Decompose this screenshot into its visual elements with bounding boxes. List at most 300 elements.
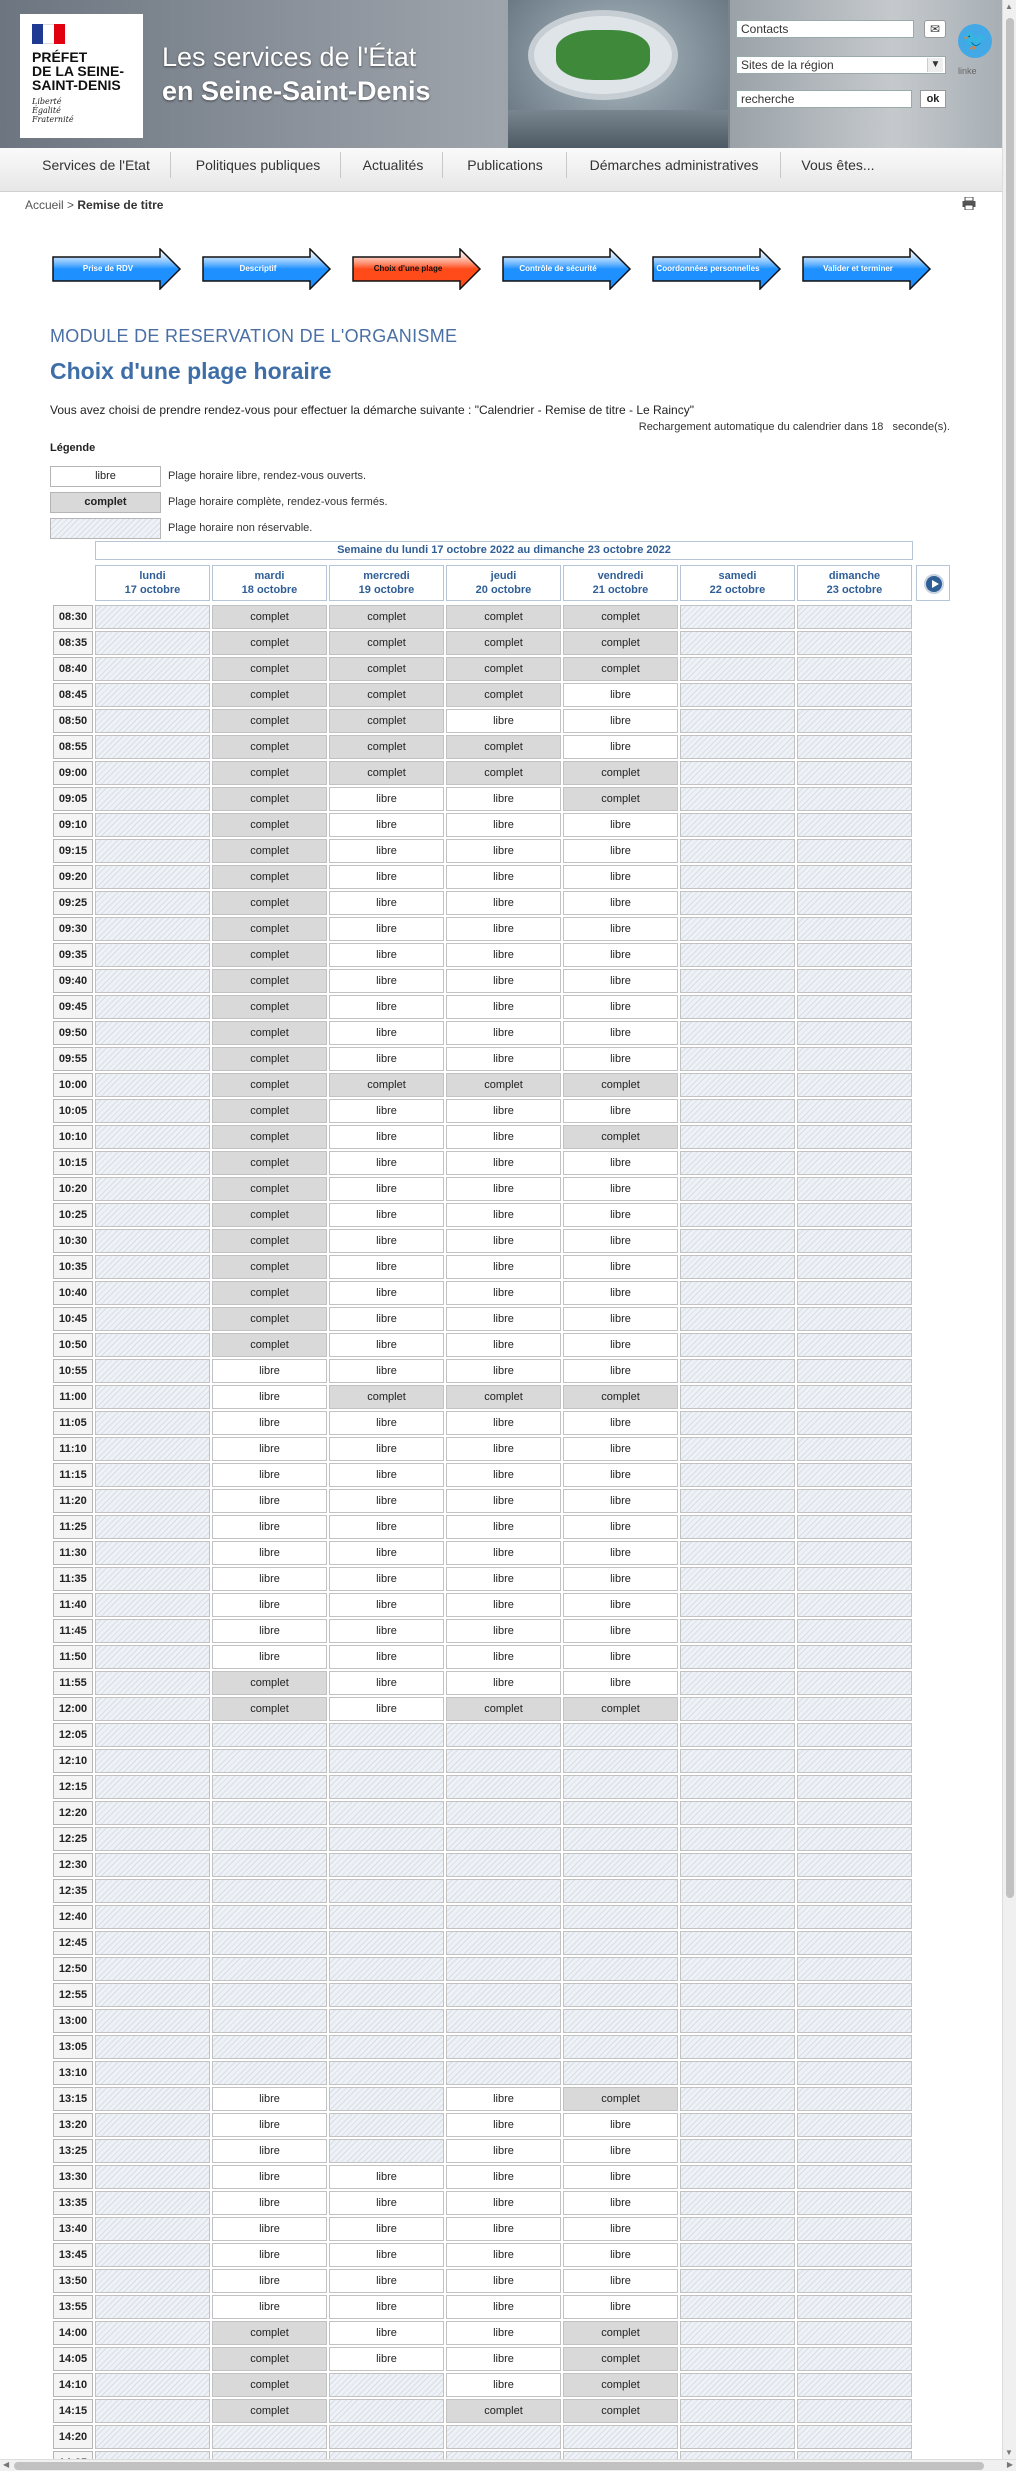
slot-libre[interactable]: libre: [563, 1177, 678, 1201]
slot-libre[interactable]: libre: [446, 1177, 561, 1201]
timeslot-row: [53, 1930, 913, 1956]
slot-libre[interactable]: libre: [446, 2295, 561, 2319]
slot-unavailable: [95, 2243, 210, 2267]
next-week-button[interactable]: [916, 565, 950, 601]
slot-unavailable: [212, 1775, 327, 1799]
slot-unavailable: [95, 891, 210, 915]
timeslot-row: [53, 1280, 913, 1306]
slot-libre[interactable]: libre: [563, 1645, 678, 1669]
slot-unavailable: [797, 1099, 912, 1123]
slot-libre[interactable]: libre: [446, 1281, 561, 1305]
nav-item-demarches[interactable]: Démarches administratives: [589, 157, 759, 173]
slot-libre[interactable]: libre: [446, 1541, 561, 1565]
slot-unavailable: [680, 813, 795, 837]
time-label: 12:20: [53, 1801, 93, 1825]
slot-libre[interactable]: libre: [446, 1021, 561, 1045]
slot-unavailable: [95, 2061, 210, 2085]
slot-unavailable: [329, 2399, 444, 2423]
timeslot-row: [53, 630, 913, 656]
slot-complet: complet: [446, 1385, 561, 1409]
slot-complet: complet: [212, 1671, 327, 1695]
slot-libre[interactable]: libre: [446, 1125, 561, 1149]
slot-libre[interactable]: libre: [329, 1177, 444, 1201]
time-label: 08:50: [53, 709, 93, 733]
slot-libre[interactable]: libre: [329, 1281, 444, 1305]
slot-libre[interactable]: libre: [563, 1333, 678, 1357]
slot-libre[interactable]: libre: [329, 1463, 444, 1487]
slot-libre[interactable]: libre: [329, 2217, 444, 2241]
slot-unavailable: [797, 709, 912, 733]
broken-image-icon: linke: [958, 66, 977, 76]
slot-unavailable: [797, 917, 912, 941]
slot-libre[interactable]: libre: [446, 2191, 561, 2215]
slot-libre[interactable]: libre: [329, 2243, 444, 2267]
slot-libre[interactable]: libre: [446, 1333, 561, 1357]
slot-libre[interactable]: libre: [563, 1047, 678, 1071]
search-input[interactable]: recherche: [736, 90, 912, 108]
slot-libre[interactable]: libre: [329, 1437, 444, 1461]
timeslot-row: [53, 2268, 913, 2294]
slot-libre[interactable]: libre: [212, 1593, 327, 1617]
timeslot-row: [53, 1020, 913, 1046]
slot-libre[interactable]: libre: [212, 1567, 327, 1591]
slot-complet: complet: [212, 1697, 327, 1721]
slot-libre[interactable]: libre: [563, 1567, 678, 1591]
slot-libre[interactable]: libre: [329, 1229, 444, 1253]
slot-unavailable: [95, 709, 210, 733]
slot-libre[interactable]: libre: [212, 1619, 327, 1643]
slot-libre[interactable]: libre: [329, 1671, 444, 1695]
slot-libre[interactable]: libre: [563, 1229, 678, 1253]
timeslot-row: [53, 838, 913, 864]
slot-unavailable: [212, 1801, 327, 1825]
slot-unavailable: [95, 2347, 210, 2371]
slot-libre[interactable]: libre: [446, 2087, 561, 2111]
slot-complet: complet: [563, 1385, 678, 1409]
time-label: 11:35: [53, 1567, 93, 1591]
slot-libre[interactable]: libre: [212, 2087, 327, 2111]
slot-libre[interactable]: libre: [329, 1125, 444, 1149]
region-sites-select[interactable]: [736, 56, 946, 74]
slot-libre[interactable]: libre: [329, 1021, 444, 1045]
slot-libre[interactable]: libre: [446, 2243, 561, 2267]
slot-libre[interactable]: libre: [446, 995, 561, 1019]
slot-unavailable: [680, 2009, 795, 2033]
slot-libre[interactable]: libre: [329, 995, 444, 1019]
page-title: Choix d'une plage horaire: [50, 358, 332, 384]
slot-unavailable: [329, 2087, 444, 2111]
timeslot-grid: [53, 604, 913, 2471]
time-label: 09:10: [53, 813, 93, 837]
slot-libre[interactable]: libre: [212, 2191, 327, 2215]
slot-libre[interactable]: libre: [329, 1099, 444, 1123]
nav-item-politiques[interactable]: Politiques publiques: [195, 157, 321, 173]
slot-unavailable: [95, 1853, 210, 1877]
slot-libre[interactable]: libre: [563, 2113, 678, 2137]
slot-unavailable: [680, 2191, 795, 2215]
slot-libre[interactable]: libre: [563, 1489, 678, 1513]
slot-unavailable: [95, 1775, 210, 1799]
vertical-scrollbar[interactable]: ▲ ▼: [1002, 0, 1016, 2459]
slot-libre[interactable]: libre: [563, 1359, 678, 1383]
slot-unavailable: [797, 1359, 912, 1383]
slot-unavailable: [680, 2113, 795, 2137]
slot-unavailable: [446, 1879, 561, 1903]
slot-libre[interactable]: libre: [329, 1047, 444, 1071]
timeslot-row: [53, 1462, 913, 1488]
slot-libre[interactable]: libre: [446, 1567, 561, 1591]
slot-unavailable: [797, 1931, 912, 1955]
time-label: 10:10: [53, 1125, 93, 1149]
slot-unavailable: [95, 1177, 210, 1201]
slot-libre[interactable]: libre: [329, 2321, 444, 2345]
slot-libre[interactable]: libre: [212, 1515, 327, 1539]
time-label: 10:20: [53, 1177, 93, 1201]
slot-unavailable: [797, 2191, 912, 2215]
slot-libre[interactable]: libre: [446, 1307, 561, 1331]
slot-libre[interactable]: libre: [329, 891, 444, 915]
slot-libre[interactable]: libre: [446, 2373, 561, 2397]
slot-unavailable: [95, 1515, 210, 1539]
slot-libre[interactable]: libre: [446, 839, 561, 863]
slot-libre[interactable]: libre: [212, 2165, 327, 2189]
slot-libre[interactable]: libre: [212, 2139, 327, 2163]
slot-libre[interactable]: libre: [563, 943, 678, 967]
slot-libre[interactable]: libre: [563, 969, 678, 993]
slot-libre[interactable]: libre: [446, 2217, 561, 2241]
slot-complet: complet: [212, 1021, 327, 1045]
timeslot-row: [53, 2320, 913, 2346]
slot-libre[interactable]: libre: [563, 2217, 678, 2241]
slot-libre[interactable]: libre: [563, 1593, 678, 1617]
slot-libre[interactable]: libre: [329, 813, 444, 837]
slot-libre[interactable]: libre: [446, 1359, 561, 1383]
time-label: 10:50: [53, 1333, 93, 1357]
slot-libre[interactable]: libre: [563, 813, 678, 837]
mail-icon[interactable]: ✉: [924, 20, 946, 38]
slot-libre[interactable]: libre: [446, 969, 561, 993]
slot-libre[interactable]: libre: [563, 1463, 678, 1487]
slot-libre[interactable]: libre: [446, 2347, 561, 2371]
slot-unavailable: [680, 1203, 795, 1227]
slot-libre[interactable]: libre: [563, 917, 678, 941]
slot-libre[interactable]: libre: [446, 1463, 561, 1487]
slot-complet: complet: [212, 2373, 327, 2397]
slot-libre[interactable]: libre: [212, 1541, 327, 1565]
slot-unavailable: [797, 1983, 912, 2007]
nav-item-services[interactable]: Services de l'Etat: [42, 157, 150, 173]
slot-libre[interactable]: libre: [563, 865, 678, 889]
slot-unavailable: [680, 1177, 795, 1201]
slot-unavailable: [95, 1905, 210, 1929]
slot-unavailable: [797, 1411, 912, 1435]
time-label: 13:25: [53, 2139, 93, 2163]
slot-libre[interactable]: libre: [329, 1619, 444, 1643]
twitter-icon[interactable]: 🐦: [958, 24, 992, 58]
slot-libre[interactable]: libre: [329, 1697, 444, 1721]
slot-libre[interactable]: libre: [563, 709, 678, 733]
slot-libre[interactable]: libre: [563, 1411, 678, 1435]
nav-item-vous-etes[interactable]: Vous êtes...: [801, 157, 875, 173]
time-label: 13:40: [53, 2217, 93, 2241]
nav-item-actualites[interactable]: Actualités: [362, 157, 424, 173]
time-label: 09:20: [53, 865, 93, 889]
slot-libre[interactable]: libre: [563, 1541, 678, 1565]
slot-unavailable: [680, 2373, 795, 2397]
slot-libre[interactable]: libre: [446, 865, 561, 889]
slot-libre[interactable]: libre: [563, 1099, 678, 1123]
slot-libre[interactable]: libre: [563, 1671, 678, 1695]
slot-unavailable: [680, 787, 795, 811]
slot-libre[interactable]: libre: [446, 917, 561, 941]
slot-unavailable: [95, 1411, 210, 1435]
slot-libre[interactable]: libre: [446, 1099, 561, 1123]
prefet-logo[interactable]: [20, 14, 143, 138]
slot-unavailable: [680, 2347, 795, 2371]
slot-unavailable: [95, 787, 210, 811]
slot-libre[interactable]: libre: [446, 2321, 561, 2345]
time-label: 13:35: [53, 2191, 93, 2215]
slot-libre[interactable]: libre: [563, 1203, 678, 1227]
slot-libre[interactable]: libre: [446, 1489, 561, 1513]
slot-libre[interactable]: libre: [329, 1645, 444, 1669]
slot-unavailable: [680, 2269, 795, 2293]
slot-libre[interactable]: libre: [446, 891, 561, 915]
slot-libre[interactable]: libre: [563, 1437, 678, 1461]
slot-libre[interactable]: libre: [329, 1489, 444, 1513]
slot-libre[interactable]: libre: [329, 2191, 444, 2215]
slot-libre[interactable]: libre: [446, 1047, 561, 1071]
slot-unavailable: [446, 1931, 561, 1955]
slot-libre[interactable]: libre: [329, 1567, 444, 1591]
slot-libre[interactable]: libre: [563, 1255, 678, 1279]
slot-libre[interactable]: libre: [446, 1411, 561, 1435]
slot-libre[interactable]: libre: [563, 735, 678, 759]
time-label: 08:30: [53, 605, 93, 629]
slot-libre[interactable]: libre: [329, 839, 444, 863]
slot-libre[interactable]: libre: [446, 1437, 561, 1461]
timeslot-row: [53, 656, 913, 682]
slot-libre[interactable]: libre: [446, 1203, 561, 1227]
slot-libre[interactable]: libre: [446, 2139, 561, 2163]
slot-libre[interactable]: libre: [329, 1515, 444, 1539]
logo-motto: Liberté Égalité Fraternité: [32, 97, 74, 124]
slot-unavailable: [95, 2269, 210, 2293]
module-title: MODULE DE RESERVATION DE L'ORGANISME: [50, 326, 458, 346]
slot-libre[interactable]: libre: [446, 1255, 561, 1279]
slot-libre[interactable]: libre: [329, 2269, 444, 2293]
timeslot-row: [53, 1748, 913, 1774]
slot-libre[interactable]: libre: [563, 2295, 678, 2319]
slot-libre[interactable]: libre: [446, 1151, 561, 1175]
slot-libre[interactable]: libre: [446, 2113, 561, 2137]
slot-libre[interactable]: libre: [563, 891, 678, 915]
slot-unavailable: [680, 1073, 795, 1097]
time-label: 14:10: [53, 2373, 93, 2397]
slot-libre[interactable]: libre: [212, 1463, 327, 1487]
day-header-vendredi: vendredi 21 octobre: [563, 565, 678, 601]
slot-libre[interactable]: libre: [446, 2269, 561, 2293]
slot-libre[interactable]: libre: [563, 1307, 678, 1331]
slot-complet: complet: [329, 1385, 444, 1409]
slot-libre[interactable]: libre: [563, 2139, 678, 2163]
time-label: 10:25: [53, 1203, 93, 1227]
slot-unavailable: [797, 1879, 912, 1903]
slot-unavailable: [446, 2009, 561, 2033]
legend-complet-box: complet: [50, 492, 161, 513]
slot-unavailable: [797, 683, 912, 707]
slot-unavailable: [329, 1957, 444, 1981]
step-label: Contrôle de sécurité: [519, 264, 597, 273]
slot-unavailable: [680, 1021, 795, 1045]
slot-unavailable: [212, 1749, 327, 1773]
slot-libre[interactable]: libre: [329, 1307, 444, 1331]
time-label: 08:55: [53, 735, 93, 759]
slot-libre[interactable]: libre: [212, 2217, 327, 2241]
slot-unavailable: [797, 657, 912, 681]
slot-unavailable: [95, 1593, 210, 1617]
slot-unavailable: [680, 865, 795, 889]
slot-unavailable: [680, 2061, 795, 2085]
slot-unavailable: [563, 1879, 678, 1903]
slot-unavailable: [680, 1931, 795, 1955]
slot-unavailable: [563, 2035, 678, 2059]
slot-unavailable: [797, 1203, 912, 1227]
slot-libre[interactable]: libre: [563, 1515, 678, 1539]
slot-unavailable: [680, 1385, 795, 1409]
slot-libre[interactable]: libre: [446, 787, 561, 811]
timeslot-row: [53, 1514, 913, 1540]
slot-libre[interactable]: libre: [329, 1411, 444, 1435]
slot-unavailable: [797, 605, 912, 629]
breadcrumb-home[interactable]: Accueil: [25, 198, 64, 212]
timeslot-row: [53, 2424, 913, 2450]
slot-libre[interactable]: libre: [563, 1619, 678, 1643]
slot-libre[interactable]: libre: [563, 2165, 678, 2189]
slot-unavailable: [563, 1957, 678, 1981]
time-label: 09:30: [53, 917, 93, 941]
slot-libre[interactable]: libre: [212, 1489, 327, 1513]
slot-libre[interactable]: libre: [446, 1645, 561, 1669]
slot-libre[interactable]: libre: [329, 865, 444, 889]
slot-unavailable: [680, 891, 795, 915]
slot-libre[interactable]: libre: [563, 683, 678, 707]
slot-libre[interactable]: libre: [563, 995, 678, 1019]
slot-libre[interactable]: libre: [329, 2347, 444, 2371]
slot-unavailable: [563, 2425, 678, 2449]
timeslot-row: [53, 1410, 913, 1436]
slot-unavailable: [797, 2061, 912, 2085]
slot-unavailable: [446, 1749, 561, 1773]
slot-libre[interactable]: libre: [329, 1255, 444, 1279]
step-label: Prise de RDV: [82, 264, 134, 273]
slot-unavailable: [95, 761, 210, 785]
slot-libre[interactable]: libre: [446, 709, 561, 733]
slot-complet: complet: [446, 735, 561, 759]
slot-unavailable: [680, 2087, 795, 2111]
slot-libre[interactable]: libre: [563, 2269, 678, 2293]
slot-libre[interactable]: libre: [329, 2295, 444, 2319]
slot-libre[interactable]: libre: [212, 2295, 327, 2319]
slot-libre[interactable]: libre: [212, 1385, 327, 1409]
time-label: 13:00: [53, 2009, 93, 2033]
slot-unavailable: [797, 1151, 912, 1175]
slot-unavailable: [797, 1749, 912, 1773]
slot-libre[interactable]: libre: [212, 2243, 327, 2267]
slot-libre[interactable]: libre: [329, 969, 444, 993]
slot-unavailable: [680, 1697, 795, 1721]
time-label: 09:55: [53, 1047, 93, 1071]
slot-complet: complet: [212, 2321, 327, 2345]
horizontal-scrollbar[interactable]: ◀ ▶: [0, 2459, 1016, 2471]
slot-libre[interactable]: libre: [563, 1021, 678, 1045]
slot-unavailable: [680, 995, 795, 1019]
slot-libre[interactable]: libre: [212, 1411, 327, 1435]
slot-libre[interactable]: libre: [563, 1151, 678, 1175]
slot-unavailable: [797, 1957, 912, 1981]
timeslot-row: [53, 1488, 913, 1514]
slot-libre[interactable]: libre: [446, 943, 561, 967]
slot-libre[interactable]: libre: [563, 2191, 678, 2215]
slot-libre[interactable]: libre: [446, 1229, 561, 1253]
slot-libre[interactable]: libre: [212, 1359, 327, 1383]
slot-libre[interactable]: libre: [329, 1203, 444, 1227]
slot-libre[interactable]: libre: [329, 1359, 444, 1383]
slot-libre[interactable]: libre: [446, 2165, 561, 2189]
slot-libre[interactable]: libre: [329, 943, 444, 967]
slot-libre[interactable]: libre: [329, 1541, 444, 1565]
slot-libre[interactable]: libre: [329, 1151, 444, 1175]
slot-libre[interactable]: libre: [563, 839, 678, 863]
slot-libre[interactable]: libre: [446, 813, 561, 837]
slot-unavailable: [329, 1827, 444, 1851]
slot-libre[interactable]: libre: [329, 1333, 444, 1357]
nav-item-publications[interactable]: Publications: [467, 157, 543, 173]
slot-libre[interactable]: libre: [446, 1593, 561, 1617]
time-label: 13:10: [53, 2061, 93, 2085]
slot-libre[interactable]: libre: [329, 1593, 444, 1617]
slot-complet: complet: [212, 995, 327, 1019]
slot-unavailable: [95, 2139, 210, 2163]
slot-libre[interactable]: libre: [329, 917, 444, 941]
slot-unavailable: [95, 2165, 210, 2189]
slot-libre[interactable]: libre: [212, 2113, 327, 2137]
slot-unavailable: [95, 2035, 210, 2059]
print-icon[interactable]: [962, 197, 976, 210]
slot-libre[interactable]: libre: [446, 1515, 561, 1539]
slot-unavailable: [797, 1463, 912, 1487]
slot-unavailable: [680, 1567, 795, 1591]
slot-unavailable: [212, 1905, 327, 1929]
time-label: 11:25: [53, 1515, 93, 1539]
logo-title: PRÉFET DE LA SEINE- SAINT-DENIS: [32, 49, 125, 93]
search-ok-button[interactable]: ok: [920, 90, 946, 108]
slot-libre[interactable]: libre: [329, 787, 444, 811]
time-label: 10:00: [53, 1073, 93, 1097]
slot-libre[interactable]: libre: [563, 1281, 678, 1305]
slot-libre[interactable]: libre: [329, 2165, 444, 2189]
slot-libre[interactable]: libre: [212, 2269, 327, 2293]
contacts-link[interactable]: Contacts: [736, 20, 914, 38]
slot-libre[interactable]: libre: [446, 1619, 561, 1643]
slot-complet: complet: [212, 1203, 327, 1227]
slot-libre[interactable]: libre: [212, 1645, 327, 1669]
slot-complet: complet: [212, 917, 327, 941]
slot-libre[interactable]: libre: [212, 1437, 327, 1461]
slot-libre[interactable]: libre: [446, 1671, 561, 1695]
timeslot-row: [53, 1202, 913, 1228]
slot-libre[interactable]: libre: [563, 2243, 678, 2267]
